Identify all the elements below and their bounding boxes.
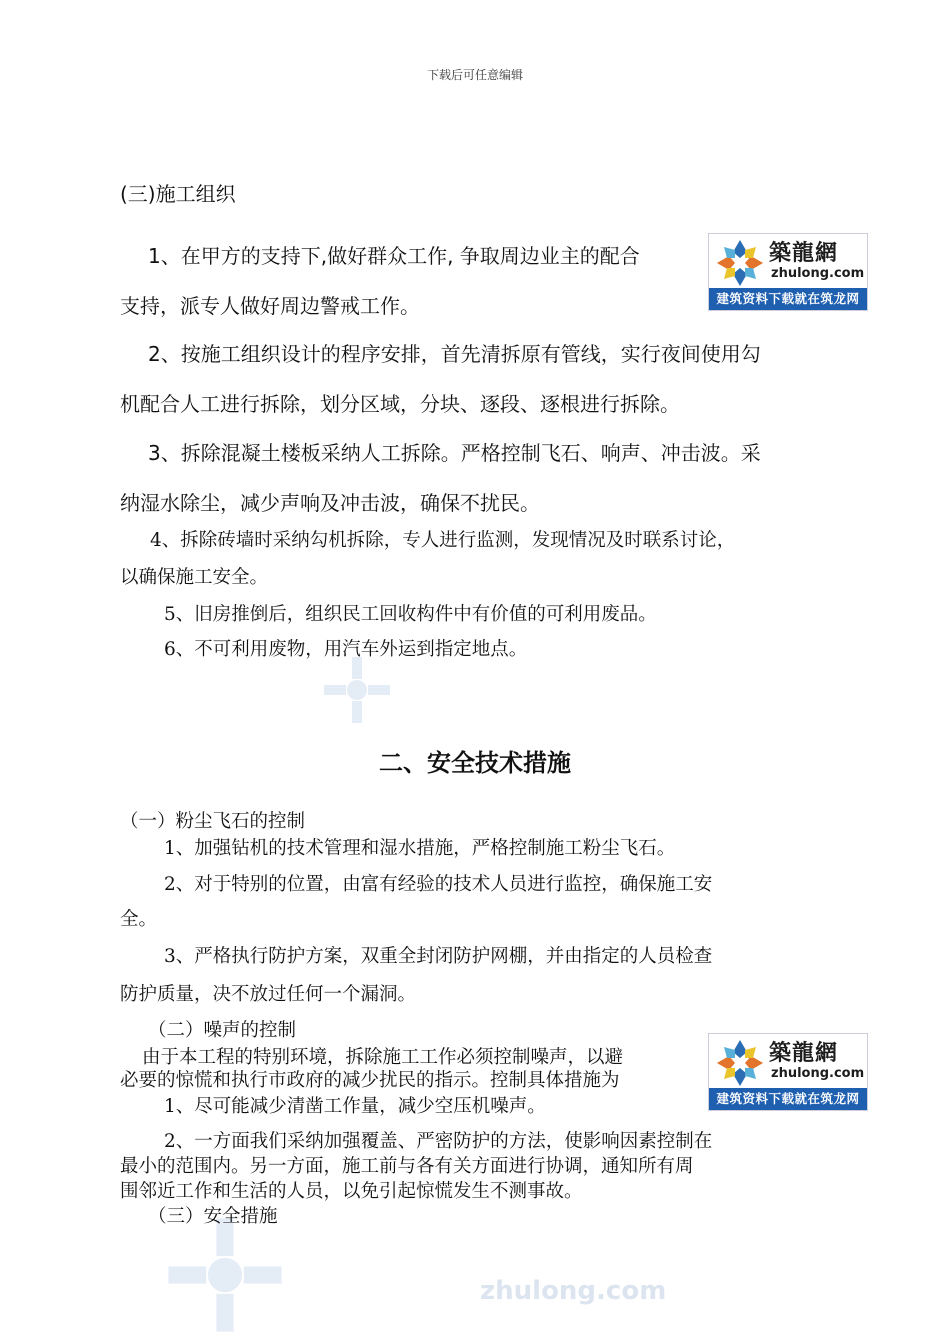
subsection-title: （一）粉尘飞石的控制: [120, 811, 306, 832]
paragraph-line: 防护质量，决不放过任何一个漏洞。: [120, 984, 417, 1005]
logo-site: zhulong.com: [771, 266, 865, 281]
paragraph-line: 围邻近工作和生活的人员，以免引起惊慌发生不测事故。: [120, 1181, 583, 1202]
logo-slogan: 建筑资料下载就在筑龙网: [709, 288, 867, 310]
paragraph-line: 2、对于特别的位置，由富有经验的技术人员进行监控，确保施工安: [164, 874, 713, 895]
paragraph-line: 4、拆除砖墙时采纳勾机拆除，专人进行监测，发现情况及时联系讨论，: [150, 530, 736, 551]
zhulong-logo: [708, 233, 868, 311]
paragraph-line: 1、在甲方的支持下,做好群众工作, 争取周边业主的配合: [148, 244, 640, 268]
paragraph-line: 2、一方面我们采纳加强覆盖、严密防护的方法，使影响因素控制在: [164, 1131, 713, 1152]
paragraph-line: 3、严格执行防护方案，双重全封闭防护网棚，并由指定的人员检查: [164, 946, 713, 967]
paragraph-line: 由于本工程的特别环境，拆除施工工作必须控制噪声，以避: [142, 1047, 624, 1068]
paragraph-line: 以确保施工安全。: [120, 567, 269, 588]
paragraph-line: 2、按施工组织设计的程序安排，首先清拆原有管线，实行夜间使用勾: [148, 342, 761, 366]
paragraph-line: 纳湿水除尘，减少声响及冲击波，确保不扰民。: [120, 491, 540, 515]
subsection-title: （三）安全措施: [148, 1206, 278, 1227]
logo-brand: 築龍網: [769, 241, 839, 266]
zhulong-logo: [708, 1033, 868, 1111]
watermark-flower-icon: [322, 655, 392, 725]
chapter-heading: 二、安全技术措施: [379, 749, 571, 777]
paragraph-line: 6、不可利用废物，用汽车外运到指定地点。: [164, 639, 528, 660]
logo-brand: 築龍網: [769, 1041, 839, 1066]
zhulong-flower-icon: [715, 238, 765, 288]
paragraph-line: 5、旧房推倒后，组织民工回收构件中有价值的可利用废品。: [164, 604, 657, 625]
paragraph-line: 机配合人工进行拆除，划分区域，分块、逐段、逐根进行拆除。: [120, 392, 680, 416]
paragraph-line: 1、加强钻机的技术管理和湿水措施，严格控制施工粉尘飞石。: [164, 838, 676, 859]
watermark-flower-icon: [165, 1215, 285, 1335]
section-title: (三)施工组织: [120, 182, 236, 206]
watermark-text: zhulong.com: [480, 1276, 667, 1306]
paragraph-line: 最小的范围内。另一方面，施工前与各有关方面进行协调，通知所有周: [120, 1156, 694, 1177]
zhulong-flower-icon: [715, 1038, 765, 1088]
logo-slogan: 建筑资料下载就在筑龙网: [709, 1088, 867, 1110]
paragraph-line: 1、尽可能减少清凿工作量，减少空压机噪声。: [164, 1096, 546, 1117]
paragraph-line: 全。: [120, 909, 158, 930]
paragraph-line: 支持，派专人做好周边警戒工作。: [120, 294, 420, 318]
subsection-title: （二）噪声的控制: [148, 1020, 297, 1041]
paragraph-line: 3、拆除混凝土楼板采纳人工拆除。严格控制飞石、响声、冲击波。采: [148, 441, 761, 465]
logo-site: zhulong.com: [771, 1066, 865, 1081]
page-header-note: 下载后可任意编辑: [426, 68, 523, 82]
paragraph-line: 必要的惊慌和执行市政府的减少扰民的指示。控制具体措施为: [120, 1070, 620, 1091]
